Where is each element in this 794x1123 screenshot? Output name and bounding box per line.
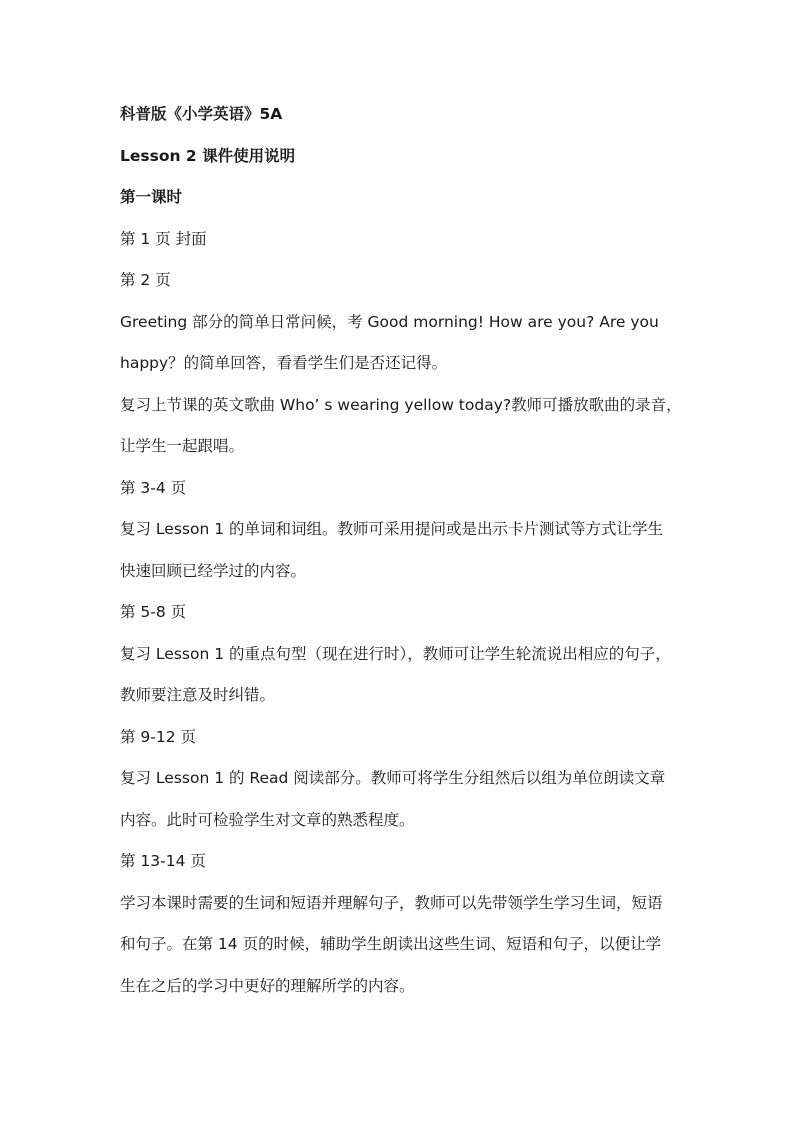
paragraph-line: 复习 Lesson 1 的单词和词组。教师可采用提问或是出示卡片测试等方式让学生 [120, 520, 664, 538]
section-page-2 [120, 270, 700, 456]
section-page-3-4 [120, 478, 700, 581]
paragraph-line: 内容。此时可检验学生对文章的熟悉程度。 [120, 810, 415, 829]
period-heading: 第一课时 [120, 188, 183, 206]
section-heading: 第 1 页 封面 [120, 229, 207, 248]
paragraph-line: happy？的简单回答，看看学生们是否还记得。 [120, 354, 448, 372]
paragraph-line: 复习 Lesson 1 的 Read 阅读部分。教师可将学生分组然后以组为单位朗读文章 [120, 769, 666, 787]
document-subtitle: Lesson 2 课件使用说明 [120, 146, 296, 165]
document-page [120, 104, 700, 1017]
paragraph-line: 生在之后的学习中更好的理解所学的内容。 [120, 976, 415, 995]
paragraph-line: 快速回顾已经学过的内容。 [120, 561, 307, 580]
section-page-5-8 [120, 602, 700, 705]
section-heading: 第 5-8 页 [120, 603, 187, 621]
section-heading: 第 9-12 页 [120, 727, 197, 746]
paragraph-line: 让学生一起跟唱。 [120, 437, 245, 455]
paragraph-line: 复习上节课的英文歌曲 Who’ s wearing yellow today?教师可播放歌曲的录音， [120, 395, 682, 414]
section-heading: 第 3-4 页 [120, 478, 187, 497]
section-page-1 [120, 229, 700, 249]
section-page-9-12 [120, 727, 700, 830]
section-page-13-14 [120, 851, 700, 996]
paragraph-line: Greeting 部分的简单日常问候，考 Good morning! How are you? Are you [120, 312, 659, 331]
paragraph-line: 复习 Lesson 1 的重点句型（现在进行时），教师可让学生轮流说出相应的句子， [120, 644, 671, 663]
paragraph-line: 和句子。在第 14 页的时候，辅助学生朗读出这些生词、短语和句子，以便让学 [120, 935, 662, 953]
paragraph-line: 学习本课时需要的生词和短语并理解句子，教师可以先带领学生学习生词，短语 [120, 893, 663, 912]
paragraph-line: 教师要注意及时纠错。 [120, 686, 276, 704]
section-heading: 第 13-14 页 [120, 852, 206, 870]
document-title: 科普版《小学英语》5A [120, 105, 283, 123]
section-heading: 第 2 页 [120, 271, 171, 289]
